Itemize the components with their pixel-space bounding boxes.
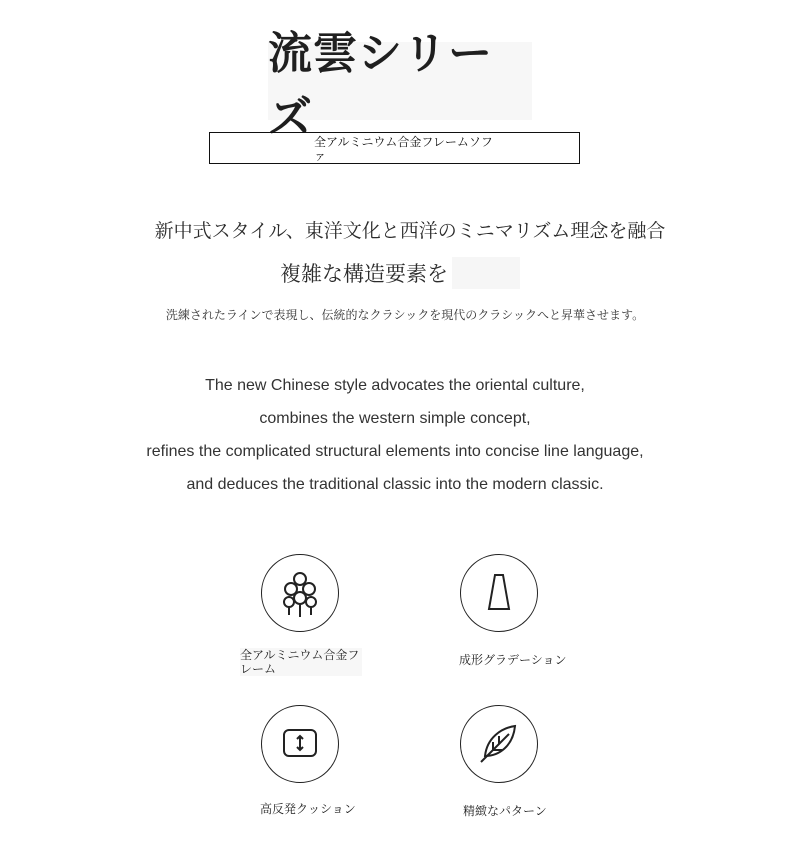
cone-gradient-icon (471, 565, 527, 621)
subtitle-text: 全アルミニウム合金フレームソファ (314, 135, 493, 163)
feature-cushion (261, 705, 339, 783)
feature-label-4: 精緻なパターン (463, 804, 547, 818)
feature-aluminum-frame (261, 554, 339, 632)
leaf-pattern-icon (471, 716, 527, 772)
aluminum-frame-icon (272, 565, 328, 621)
english-line-3: refines the complicated structural elements into concise line language, (146, 443, 644, 460)
feature-label-2: 成形グラデーション (459, 653, 567, 667)
english-line-1: The new Chinese style advocates the oriental culture, (205, 377, 585, 394)
heading-shade (452, 257, 520, 289)
jp-heading-2-wrap (280, 256, 520, 290)
feature-cone-gradient (460, 554, 538, 632)
english-line-4: and deduces the traditional classic into the modern classic. (186, 476, 604, 493)
english-line-2: combines the western simple concept, (259, 410, 531, 427)
subtitle-box (209, 132, 580, 164)
jp-heading-2: 複雑な構造要素を (280, 262, 448, 286)
feature-label-1: 全アルミニウム合金フレーム (240, 648, 362, 676)
cushion-icon (272, 716, 328, 772)
jp-heading-1: 新中式スタイル、東洋文化と西洋のミニマリズム理念を融合 (154, 220, 666, 242)
page-title: 流雲シリーズ (268, 42, 532, 120)
feature-leaf-pattern (460, 705, 538, 783)
feature-label-3: 高反発クッション (260, 802, 356, 816)
jp-description: 洗練されたラインで表現し、伝統的なクラシックを現代のクラシックへと昇華させます。 (165, 308, 645, 322)
